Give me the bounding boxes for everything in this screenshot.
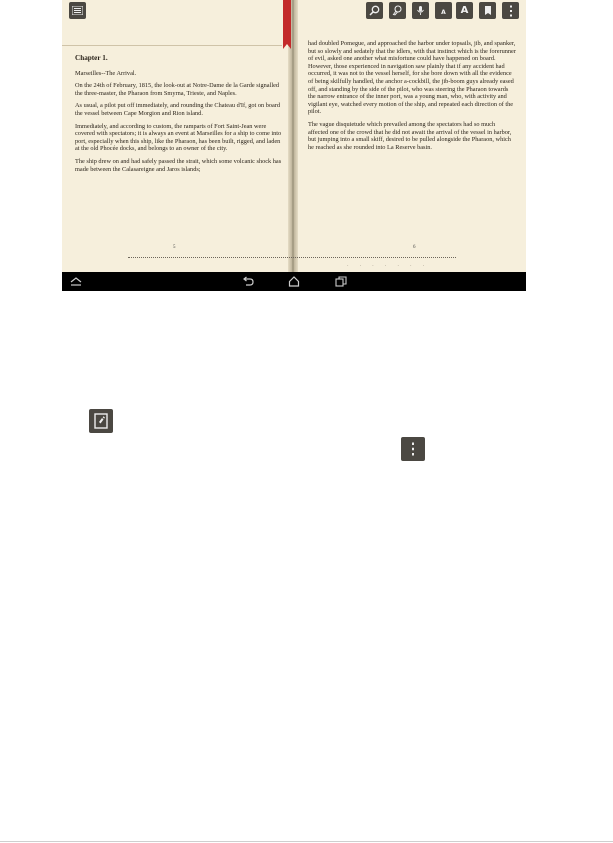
font-increase-button[interactable] [456, 2, 473, 19]
page-header-rule [62, 45, 282, 46]
page-progress-slider[interactable] [128, 257, 456, 258]
ebook-reader-screen [62, 0, 526, 291]
bookmark-add-callout [89, 409, 113, 433]
paragraph: The ship drew on and had safely passed the strait, which some volcanic shock has made between the Calasareigne and Jaros islands; [75, 157, 282, 173]
voice-button[interactable] [412, 2, 429, 19]
back-icon[interactable] [241, 275, 255, 288]
search-icon [369, 5, 380, 16]
paragraph: On the 24th of February, 1815, the look-out at Notre-Dame de la Garde signalled the three-master, the Pharaon from Smyrna, Trieste, and Naples. [75, 82, 280, 97]
right-page-number: 6 [413, 245, 416, 250]
more-menu-icon [509, 5, 513, 17]
expand-up-icon[interactable] [69, 275, 83, 288]
paragraph: had doubled Pomegue, and approached the harbor under topsails, jib, and spanker, but so slowly and sedately that the idlers, with that instinct which is the forerunner of evil, asked one another what misfortune could have happened on board. However, those experienced in navigation saw plainly that if any accident had occurred, it was not to the vessel herself, for she bore down with all the evidence of being skilfully handled, the anchor a-cockbill, the jib-boom guys already eased off, and standing by the side of the pilot, who was steering the Pharaon towards the narrow entrance of the inner port, was a young man, who, with activity and vigilant eye, watched every motion of the ship, and repeated each direction of the pilot. [308, 40, 516, 116]
font-increase-icon: A [460, 5, 469, 16]
toc-button[interactable] [69, 2, 86, 19]
bookmark-ribbon[interactable] [283, 0, 291, 44]
bookmark-add-icon [94, 413, 108, 429]
more-menu-button[interactable] [502, 2, 519, 19]
paragraph: The vague disquietude which prevailed among the spectators had so much affected one of the crowd that he did not await the arrival of the vessel in harbor, but jumping into a small skiff, desired to be pulled alongside the Pharaon, which he reached as she rounded into La Reserve basin. [308, 120, 512, 151]
font-decrease-button[interactable] [435, 2, 452, 19]
more-menu-icon [411, 442, 415, 456]
search-button[interactable] [366, 2, 383, 19]
paragraph: As usual, a pilot put off immediately, and rounding the Chateau d'If, got on board the vessel between Cape Morgion and Rion island. [75, 102, 281, 117]
highlight-button[interactable] [389, 2, 406, 19]
highlight-pen-icon [392, 5, 403, 16]
microphone-icon [415, 5, 426, 16]
footer-divider [0, 841, 613, 842]
paragraph: Immediately, and according to custom, the ramparts of Fort Saint-Jean were covered with spectators; it is always an event at Marseilles for a ship to come into port, especially when this ship, like the Pharaon, has been built, rigged, and laden at the old Phocée docks, and belongs to an owner of the city. [75, 122, 282, 153]
page-dots-indicator: ······· [347, 263, 436, 269]
toc-icon [72, 6, 83, 15]
left-page-text [75, 55, 283, 178]
chapter-title: Chapter 1. [75, 54, 108, 62]
bookmark-icon [483, 5, 493, 16]
right-page-text [308, 40, 516, 156]
home-icon[interactable] [287, 275, 301, 288]
bookmark-button[interactable] [479, 2, 496, 19]
paragraph: Marseilles--The Arrival. [75, 69, 137, 77]
recent-apps-icon[interactable] [334, 275, 348, 288]
more-menu-callout [401, 437, 425, 461]
left-page-number: 5 [173, 245, 176, 250]
system-navigation-bar [62, 272, 526, 291]
font-decrease-icon: A [441, 8, 446, 16]
